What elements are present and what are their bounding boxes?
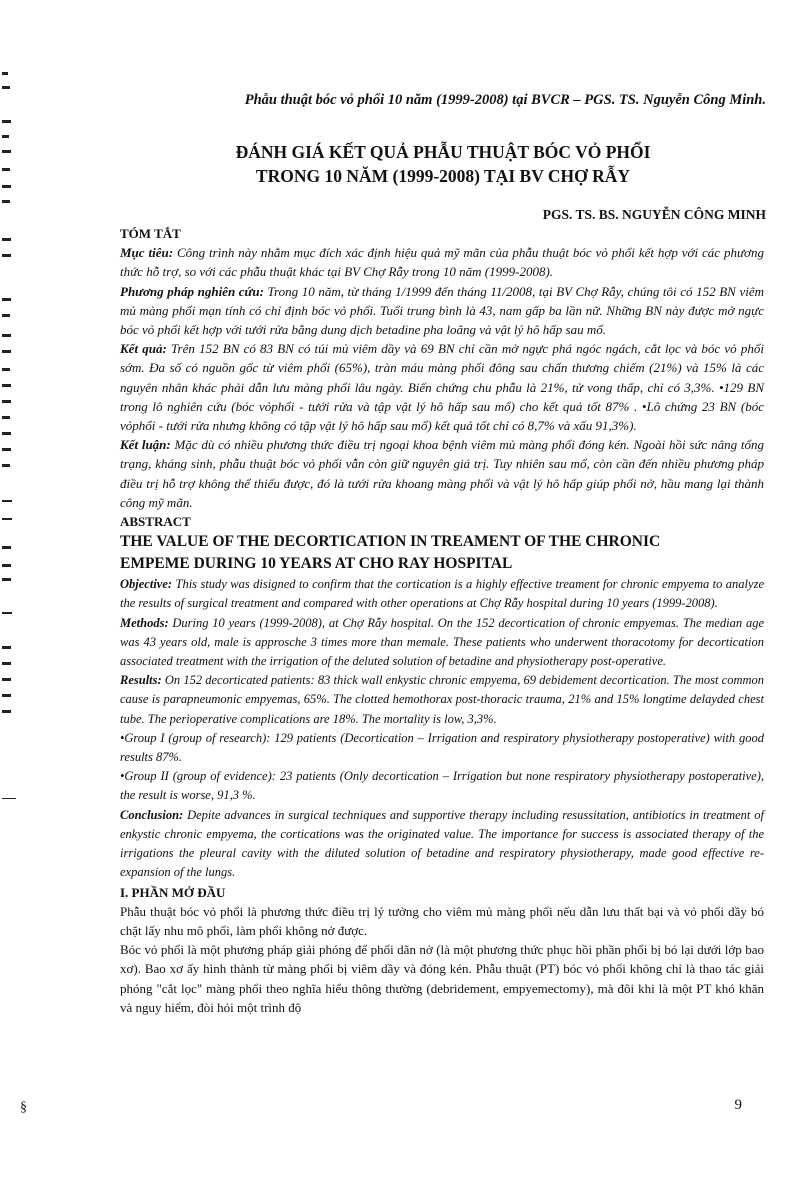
scan-margin-artifacts: [0, 0, 16, 1192]
abstract-objective: [120, 575, 764, 613]
abstract-conclusion-label: Conclusion:: [120, 807, 184, 822]
abstract-results-text: On 152 decorticated patients: 83 thick wall enkystic chronic empyema, 69 debidement decortication. The most common cause is parapneumonic empyemas, 65%. The clotted hemothorax post-thoracic trauma, 21% and 15% longtime delayded chest tube. The perioperative complications are 18%. The mortality is low, 3,3%.: [120, 673, 764, 726]
intro-paragraph-1: Phẫu thuật bóc vỏ phổi là phương thức điều trị lý tưởng cho viêm mủ màng phổi nếu dẫn lưu thất bại và vỏ phổi dầy bó chặt lấy nhu mô phổi, làm phổi không nở được.: [120, 903, 764, 938]
summary-objective-label: Mục tiêu:: [120, 245, 174, 261]
summary-conclusion-label: Kết luận:: [120, 437, 171, 453]
abstract-objective-label: Objective:: [120, 577, 173, 592]
abstract-heading: ABSTRACT: [120, 514, 191, 530]
summary-objective: [120, 243, 764, 281]
summary-methods-label: Phương pháp nghiên cứu:: [120, 283, 264, 299]
summary-methods: [120, 282, 764, 340]
page-number: 9: [734, 1097, 742, 1113]
summary-conclusion: [120, 435, 764, 512]
summary-results-text: Trên 152 BN có 83 BN có túi mủ viêm dầy và 69 BN chỉ cần mở ngực phá ngóc ngách, cắt lọc và bóc vỏ phổi sớm. Đa số có nguồn gốc từ viêm phổi (65%), tràn máu màng phổi đông sau chấn thương chiếm (21%) và 15% là các nguyên nhân khác phải dẫn lưu màng phổi lâu ngày. Biến chứng chu phẫu là 21%, tử vong thấp, chỉ có 3,3%. •129 BN trong lô nghiên cứu (bóc vỏphổi - tưới rửa và tập vật lý hô hấp sau mổ) cho kết quả tốt 87% . •Lô chứng 23 BN (bóc vỏphổi - tưới rửa nhưng không có tập vật lý hô hấp sau mổ) kết quả tốt chỉ có 8,7% và xấu 91,3%).: [120, 341, 764, 434]
article-body: [120, 224, 764, 1017]
abstract-methods-text: During 10 years (1999-2008), at Chợ Rẫy hospital. On the 152 decortication of chronic empyemas. The median age was 43 years old, male is approsche 3 times more than memale. These patients who underwent thoracotomy for decortication associated treatment with the irrigation of the deluted solution of betadine and physiotherapy post-operative.: [120, 615, 764, 669]
abstract-methods-label: Methods:: [120, 615, 169, 630]
abstract-conclusion: [120, 806, 764, 883]
summary-objective-text: Công trình này nhằm mục đích xác định hiệu quả mỹ mãn của phẫu thuật bóc vỏ phổi kết hợp với các phương thức hỗ trợ, so với các phẫu thuật khác tại BV Chợ Rẫy trong 10 năm (1999-2008).: [120, 245, 764, 280]
summary-heading: TÓM TẮT: [120, 226, 181, 241]
abstract-results-label: Results:: [120, 673, 162, 688]
footer-margin-mark: §: [20, 1100, 27, 1115]
title-line-2: TRONG 10 NĂM (1999-2008) TẠI BV CHỢ RẪY: [255, 166, 631, 186]
summary-results: [120, 339, 764, 435]
intro-heading: I. PHẦN MỞ ĐẦU: [120, 884, 226, 900]
abstract-group-2: •Group II (group of evidence): 23 patients (Only decortication – Irrigation but none respiratory physiotherapy postoperative), the result is worse, 91,3 %.: [120, 769, 764, 803]
abstract-conclusion-text: Depite advances in surgical techniques and supportive therapy including resussitation, antibiotics in treatment of enkystic chronic empyema, the cortications was the originated value. The importance for success is associated therapy of the irrigations the pleural cavity with the diluted solution of betadine and respiratory physiotherapy, made good effective re-expansion of the lungs.: [120, 807, 764, 880]
running-header: Phẫu thuật bóc vỏ phổi 10 năm (1999-2008) tại BVCR – PGS. TS. Nguyễn Công Minh.: [244, 92, 766, 108]
title-line-1: ĐÁNH GIÁ KẾT QUẢ PHẪU THUẬT BÓC VỎ PHỔI: [235, 142, 651, 162]
summary-results-label: Kết quả:: [120, 341, 167, 357]
abstract-title-line-2: EMPEME DURING 10 YEARS AT CHO RAY HOSPITAL: [120, 555, 513, 573]
summary-methods-text: Trong 10 năm, từ tháng 1/1999 đến tháng 11/2008, tại BV Chợ Rẫy, chúng tôi có 152 BN viêm mủ màng phổi mạn tính có chỉ định bóc vỏ phổi. Tuổi trung bình là 43, nam gấp ba lần nữ. Những BN này được mở ngực bóc vỏ phổi kết hợp với tưới rửa bằng dung dịch betadine pha loãng và vật lý hô hấp sau mổ.: [120, 283, 764, 338]
abstract-group-1: •Group I (group of research): 129 patients (Decortication – Irrigation and respiratory physiotherapy postoperative) with good results 87%.: [120, 730, 764, 765]
abstract-methods: [120, 614, 764, 672]
summary-conclusion-text: Mặc dù có nhiều phương thức điều trị ngoại khoa bệnh viêm mủ màng phổi đóng kén. Ngoài hồi sức nâng tổng trạng, kháng sinh, phẫu thuật bóc vỏ phổi vẫn còn giữ nguyên giá trị. Tuy nhiên sau mổ, còn cần đến nhiều phương pháp điều trị hỗ trợ không thể thiếu được, đó là tưới rửa khoang màng phổi và vật lý hô hấp giúp phổi nở, hầu mang lại thành công mỹ mãn.: [120, 437, 764, 510]
abstract-title-line-1: THE VALUE OF THE DECORTICATION IN TREAMENT OF THE CHRONIC: [120, 533, 661, 551]
article-title: [120, 140, 766, 188]
abstract-results: [120, 671, 764, 729]
intro-paragraph-2: Bóc vỏ phổi là một phương pháp giải phóng để phổi dãn nở (là một phương thức phục hồi phần phổi bị bó lại dưới lớp bao xơ). Bao xơ ấy hình thành từ màng phổi bị viêm dầy và đóng kén. Phẫu thuật (PT) bóc vỏ phổi không chỉ là thao tác giải phóng "cắt lọc" màng phổi theo nghĩa hiểu thông thường (debridement, empyemectomy), mà đôi khi là một PT khó khăn và nguy hiểm, đòi hỏi một trình độ: [120, 942, 764, 1015]
author-line: PGS. TS. BS. NGUYỄN CÔNG MINH: [542, 207, 766, 222]
abstract-objective-text: This study was disigned to confirm that the cortication is a highly effective treament for chronic empyema to analyze the results of surgical treatment and compared with other operations at Chợ Rẫy hospital during 10 years (1999-2008).: [120, 577, 764, 611]
